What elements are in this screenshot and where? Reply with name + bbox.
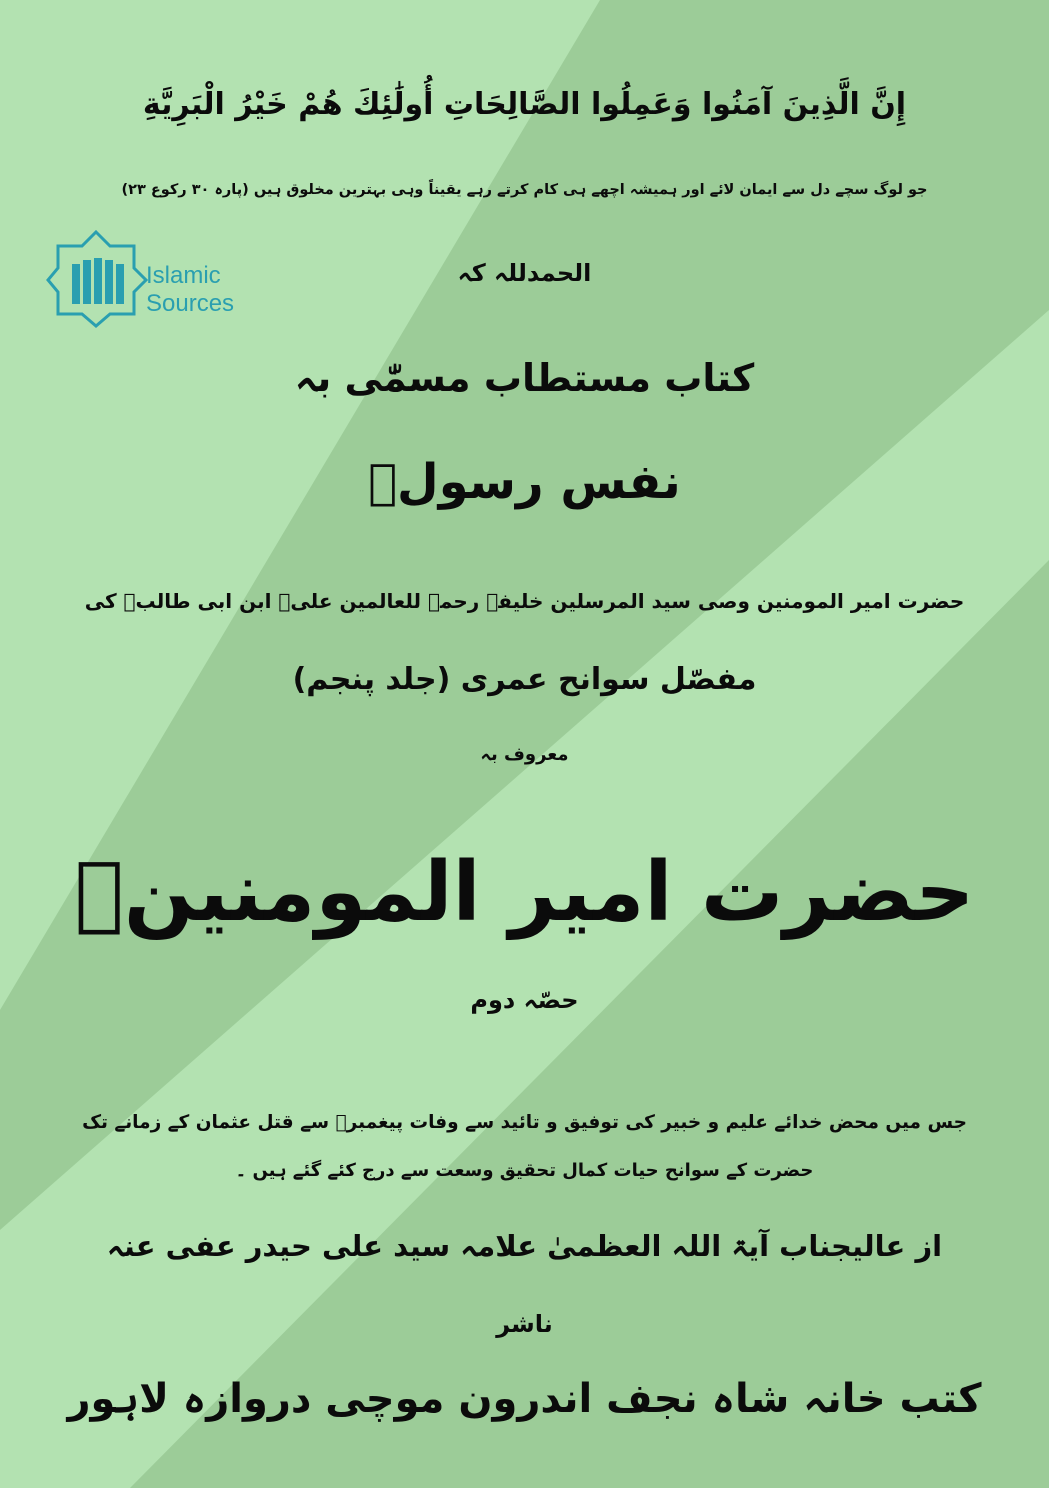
- book-intro-line: کتاب مستطاب مسمّٰی بہ: [294, 356, 755, 400]
- author-line: از عالیجناب آیۃ اللہ العظمیٰ علامہ سید علی حیدر عفی عنہ: [106, 1229, 943, 1263]
- main-title: حضرت امیر المومنینؑ: [74, 845, 975, 940]
- known-as-line: معروف بہ: [480, 744, 569, 765]
- publisher-label: ناشر: [496, 1310, 553, 1338]
- alhamdulillah-line: الحمدللہ کہ: [457, 259, 592, 287]
- logo-line-2: Sources: [146, 290, 235, 317]
- description-line-2: مفصّل سوانح عمری (جلد پنجم): [292, 662, 757, 697]
- description-line-1: حضرت امیر المومنین وصی سید المرسلین خلیفہ رحمۃ للعالمین علیؑ ابن ابی طالبؑ کی: [84, 589, 965, 613]
- logo-line-1: Islamic: [146, 262, 221, 289]
- summary-line-2: حضرت کے سوانح حیات کمال تحقیق وسعت سے درج کئے گئے ہیں ۔: [235, 1160, 814, 1181]
- verse-translation: جو لوگ سچے دل سے ایمان لائے اور ہمیشہ اچھے ہی کام کرتے رہے یقیناً وہی بہترین مخلوق ہیں (پارہ ۳۰ رکوع ۲۳): [121, 182, 928, 198]
- book-name: نفس رسولؐ: [368, 454, 681, 510]
- publisher-line: کتب خانہ شاہ نجف اندرون موچی دروازہ لاہور: [67, 1376, 982, 1422]
- summary-line-1: جس میں محض خدائے علیم و خبیر کی توفیق و تائید سے وفات پیغمبرؐ سے قتل عثمان کے زمانے تک: [82, 1112, 967, 1133]
- part-label: حصّہ دوم: [470, 986, 579, 1014]
- quran-verse: إِنَّ الَّذِينَ آمَنُوا وَعَمِلُوا الصَّالِحَاتِ أُولَٰئِكَ هُمْ خَيْرُ الْبَرِيَّةِ: [142, 87, 907, 122]
